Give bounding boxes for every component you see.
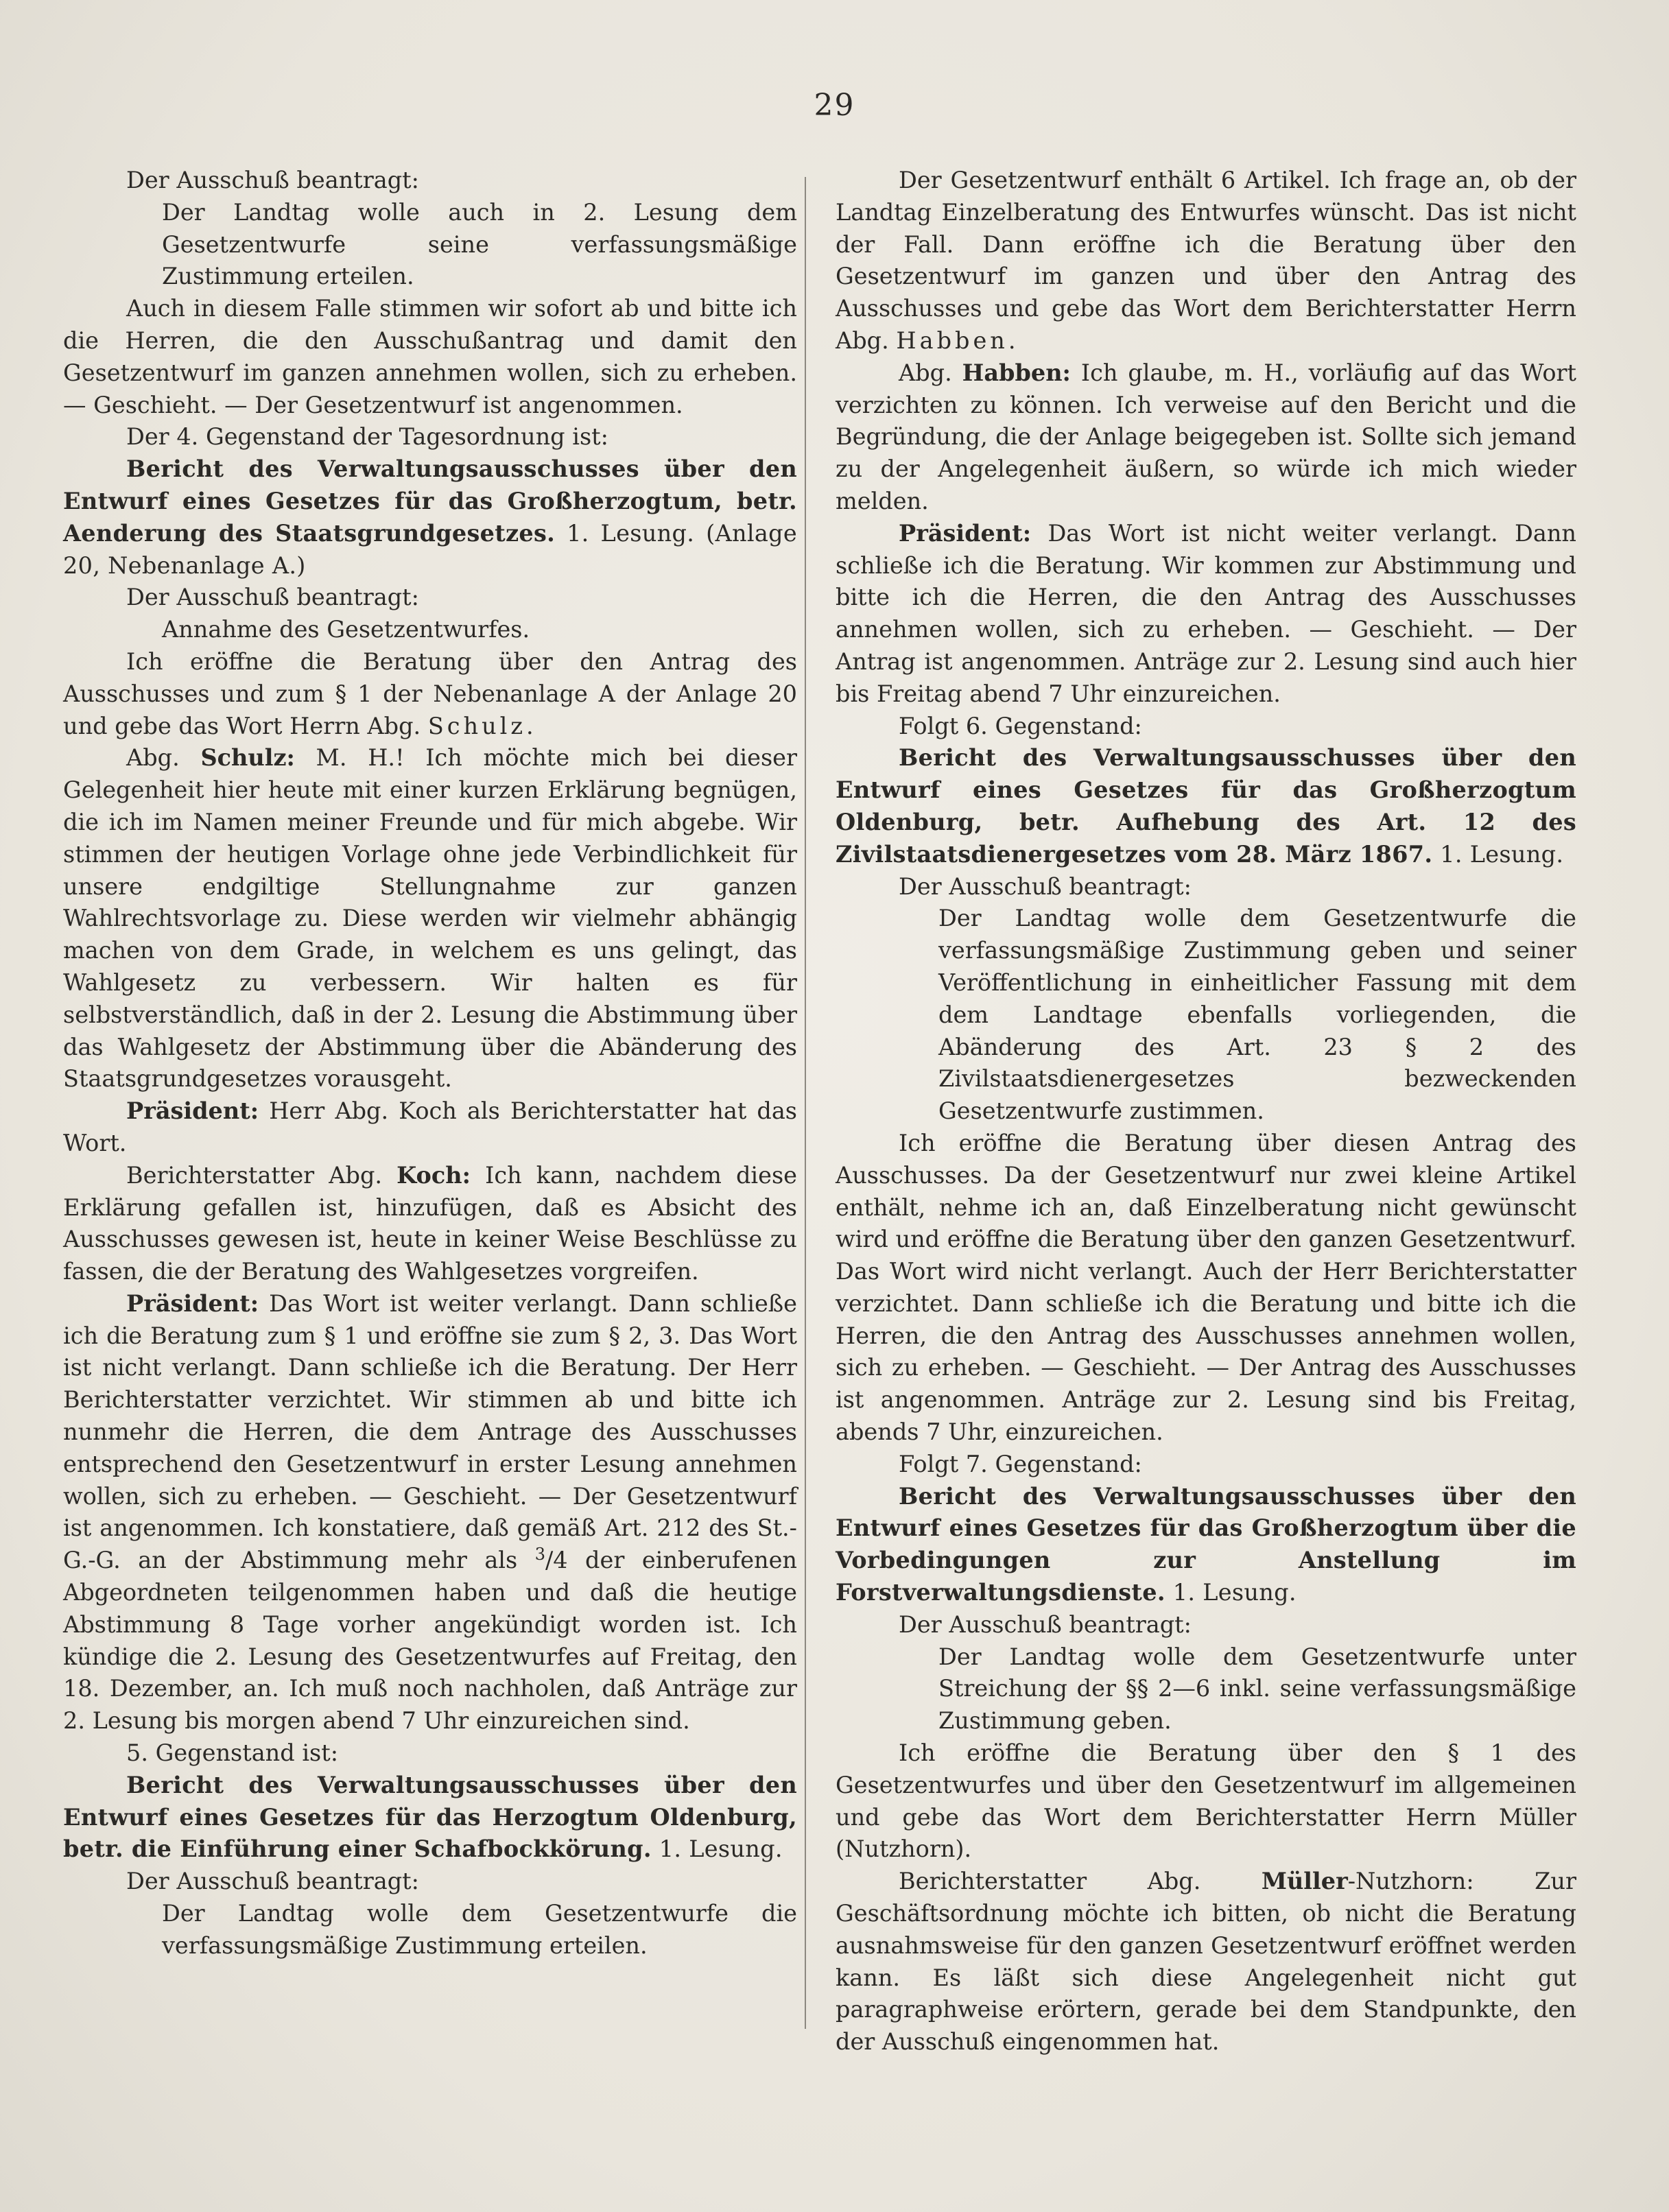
paragraph: Der Ausschuß beantragt: — [126, 584, 419, 611]
paragraph: Ich eröffne die Beratung über den § 1 des Gesetzentwurfes und über den Gesetzentwurf im allgemeinen und gebe das Wort dem Berichterstatter Herrn Müller (Nutzhorn). — [836, 1739, 1576, 1863]
agenda-item-title: Bericht des Verwaltungsausschusses über den Entwurf eines Gesetzes für das Großherzogtum über die Vorbedingungen zur Anstellung im Forstverwaltungsdienste. — [836, 1482, 1576, 1606]
motion-quote: Der Landtag wolle auch in 2. Lesung dem Gesetzentwurfe seine verfassungsmäßige Zustimmung erteilen. — [162, 198, 797, 290]
speaker-name: Schulz — [427, 712, 527, 739]
agenda-item-reading: 1. Lesung. — [651, 1835, 783, 1863]
paragraph: Folgt 7. Gegenstand: — [899, 1450, 1142, 1477]
paragraph: Ich eröffne die Beratung über diesen Antrag des Ausschusses. Da der Gesetzentwurf nur zwei kleine Artikel enthält, nehme ich an, daß Einzelberatung nicht gewünscht wird und eröffne die Beratung über den ganzen Gesetzentwurf. Das Wort wird nicht verlangt. Auch der Herr Berichterstatter verzichtet. Dann schließe ich die Beratung und bitte ich die Herren, die den Antrag des Ausschusses annehmen wollen, sich zu erheben. — Geschieht. — Der Antrag des Ausschusses ist angenommen. Anträge zur 2. Lesung sind bis Freitag, abends 7 Uhr, einzureichen. — [836, 1129, 1576, 1446]
motion-quote: Der Landtag wolle dem Gesetzentwurfe die verfassungsmäßige Zustimmung geben und seiner Veröffentlichung in einheitlicher Fassung mit dem dem Landtage ebenfalls vorliegenden, die Abänderung des Art. 23 § 2 des Zivilstaatsdienergesetzes bezweckenden Gesetzentwurfe zustimmen. — [938, 905, 1576, 1125]
paragraph: Der Ausschuß beantragt: — [126, 167, 419, 193]
speaker-name: Habben — [896, 326, 1008, 354]
agenda-item-heading — [63, 453, 797, 582]
agenda-item-reading: 1. Lesung. — [1432, 840, 1564, 868]
speech-paragraph: Abg. Schulz: M. H.! Ich möchte mich bei dieser Gelegenheit hier heute mit einer kurzen Erklärung begnügen, die ich im Namen meiner Freunde und für mich abgebe. Wir stimmen der heutigen Vorlage ohne jede Verbindlichkeit für unsere endgiltige Stellungnahme zur ganzen Wahlrechtsvorlage zu. Diese werden wir vielmehr abhängig machen von dem Grade, in welchem es uns gelingt, das Wahlgesetz zu verbessern. Wir halten es für selbstverständlich, daß in der 2. Lesung die Abstimmung über das Wahlgesetz der Abstimmung über die Abänderung des Staatsgrundgesetzes vorausgeht. — [63, 744, 797, 1093]
paragraph: Folgt 6. Gegenstand: — [899, 712, 1142, 739]
speaker-name: Schulz: — [200, 744, 295, 772]
paragraph: Auch in diesem Falle stimmen wir sofort ab und bitte ich die Herren, die den Ausschußantrag und damit den Gesetzentwurf im ganzen annehmen wollen, sich zu erheben. — Geschieht. — Der Gesetzentwurf ist angenommen. — [63, 295, 797, 418]
speaker-name: Müller — [1261, 1868, 1348, 1895]
agenda-item-reading: 1. Lesung. — [1165, 1579, 1297, 1606]
right-column — [836, 165, 1576, 2058]
agenda-item-title: Bericht des Verwaltungsausschusses über den Entwurf eines Gesetzes für das Herzogtum Oldenburg, betr. die Einführung einer Schafbockkörung. — [63, 1771, 797, 1863]
paragraph: Ich eröffne die Beratung über den Antrag des Ausschusses und zum § 1 der Nebenanlage A der Anlage 20 und gebe das Wort Herrn Abg. Schulz. — [63, 647, 797, 739]
speaker-name: Koch: — [396, 1161, 471, 1189]
left-column — [63, 165, 797, 1962]
page-number: 29 — [814, 88, 855, 123]
motion-quote: Annahme des Gesetzentwurfes. — [162, 616, 530, 643]
speaker-name: Habben: — [962, 359, 1071, 386]
motion-quote: Der Landtag wolle dem Gesetzentwurfe unter Streichung der §§ 2—6 inkl. seine verfassungsmäßige Zustimmung geben. — [938, 1643, 1576, 1735]
agenda-item-title: Bericht des Verwaltungsausschusses über den Entwurf eines Gesetzes für das Großherzogtum Oldenburg, betr. Aufhebung des Art. 12 des Zivilstaatsdienergesetzes vom 28. März 1867. — [836, 744, 1576, 868]
motion-quote: Der Landtag wolle dem Gesetzentwurfe die verfassungsmäßige Zustimmung erteilen. — [162, 1900, 797, 1959]
speech-paragraph: Berichterstatter Abg. Koch: Ich kann, nachdem diese Erklärung gefallen ist, hinzufügen, daß es Absicht des Ausschusses gewesen ist, heute in keiner Weise Beschlüsse zu fassen, die der Beratung des Wahlgesetzes vorgreifen. — [63, 1161, 797, 1285]
speech-paragraph: Abg. Habben: Ich glaube, m. H., vorläufig auf das Wort verzichten zu können. Ich verweise auf den Bericht und die Begründung, die der Anlage beigegeben ist. Sollte sich jemand zu der Angelegenheit äußern, so würde ich mich wieder melden. — [836, 359, 1576, 514]
speech-paragraph: Präsident: Herr Abg. Koch als Berichterstatter hat das Wort. — [63, 1097, 797, 1156]
speaker-name: Präsident: — [126, 1289, 259, 1317]
column-divider — [805, 177, 806, 2029]
agenda-item-heading — [836, 742, 1576, 870]
paragraph: Der Ausschuß beantragt: — [126, 1868, 419, 1895]
paragraph: Der Ausschuß beantragt: — [899, 1610, 1192, 1638]
paragraph: 5. Gegenstand ist: — [126, 1739, 338, 1767]
agenda-item-title: Bericht des Verwaltungsausschusses über den Entwurf eines Gesetzes für das Großherzogtum, betr. Aenderung des Staatsgrundgesetzes. — [63, 455, 797, 547]
paragraph: Der 4. Gegenstand der Tagesordnung ist: — [126, 423, 608, 451]
paragraph: Der Gesetzentwurf enthält 6 Artikel. Ich frage an, ob der Landtag Einzelberatung des Entwurfes wünscht. Das ist nicht der Fall. Dann eröffne ich die Beratung über den Gesetzentwurf im ganzen und über den Antrag des Ausschusses und gebe das Wort dem Berichterstatter Herrn Abg. Habben. — [836, 167, 1576, 354]
speaker-name: Präsident: — [899, 519, 1032, 547]
agenda-item-heading — [63, 1770, 797, 1866]
speaker-name: Präsident: — [126, 1097, 259, 1125]
agenda-item-heading — [836, 1481, 1576, 1609]
speech-paragraph: Präsident: Das Wort ist weiter verlangt. Dann schließe ich die Beratung zum § 1 und eröffne sie zum § 2, 3. Das Wort ist nicht verlangt. Dann schließe ich die Beratung. Der Herr Berichterstatter verzichtet. Wir stimmen ab und bitte ich nunmehr die Herren, die dem Antrage des Ausschusses entsprechend den Gesetzentwurf in erster Lesung annehmen wollen, sich zu erheben. — Geschieht. — Der Gesetzentwurf ist angenommen. Ich konstatiere, daß gemäß Art. 212 des St.-G.-G. an der Abstimmung mehr als $^3$/4 der einberufenen Abgeordneten teilgenommen haben und daß die heutige Abstimmung 8 Tage vorher angekündigt worden ist. Ich kündige die 2. Lesung des Gesetzentwurfes auf Freitag, den 18. Dezember, an. Ich muß noch nachholen, daß Anträge zur 2. Lesung bis morgen abend 7 Uhr einzureichen sind. — [63, 1289, 797, 1735]
agenda-item-reading: 1. Lesung. (Anlage 20, Nebenanlage A.) — [63, 519, 797, 579]
speech-paragraph: Berichterstatter Abg. Müller-Nutzhorn: Zur Geschäftsordnung möchte ich bitten, ob nicht die Beratung ausnahmsweise für den ganzen Gesetzentwurf eröffnet werden kann. Es läßt sich diese Angelegenheit nicht gut paragraphweise erörtern, gerade bei dem Standpunkte, den der Ausschuß eingenommen hat. — [836, 1868, 1576, 2056]
paragraph: Der Ausschuß beantragt: — [899, 872, 1192, 900]
speech-paragraph: Präsident: Das Wort ist nicht weiter verlangt. Dann schließe ich die Beratung. Wir kommen zur Abstimmung und bitte ich die Herren, die den Antrag des Ausschusses annehmen wollen, sich zu erheben. — Geschieht. — Der Antrag ist angenommen. Anträge zur 2. Lesung sind auch hier bis Freitag abend 7 Uhr einzureichen. — [836, 519, 1576, 707]
